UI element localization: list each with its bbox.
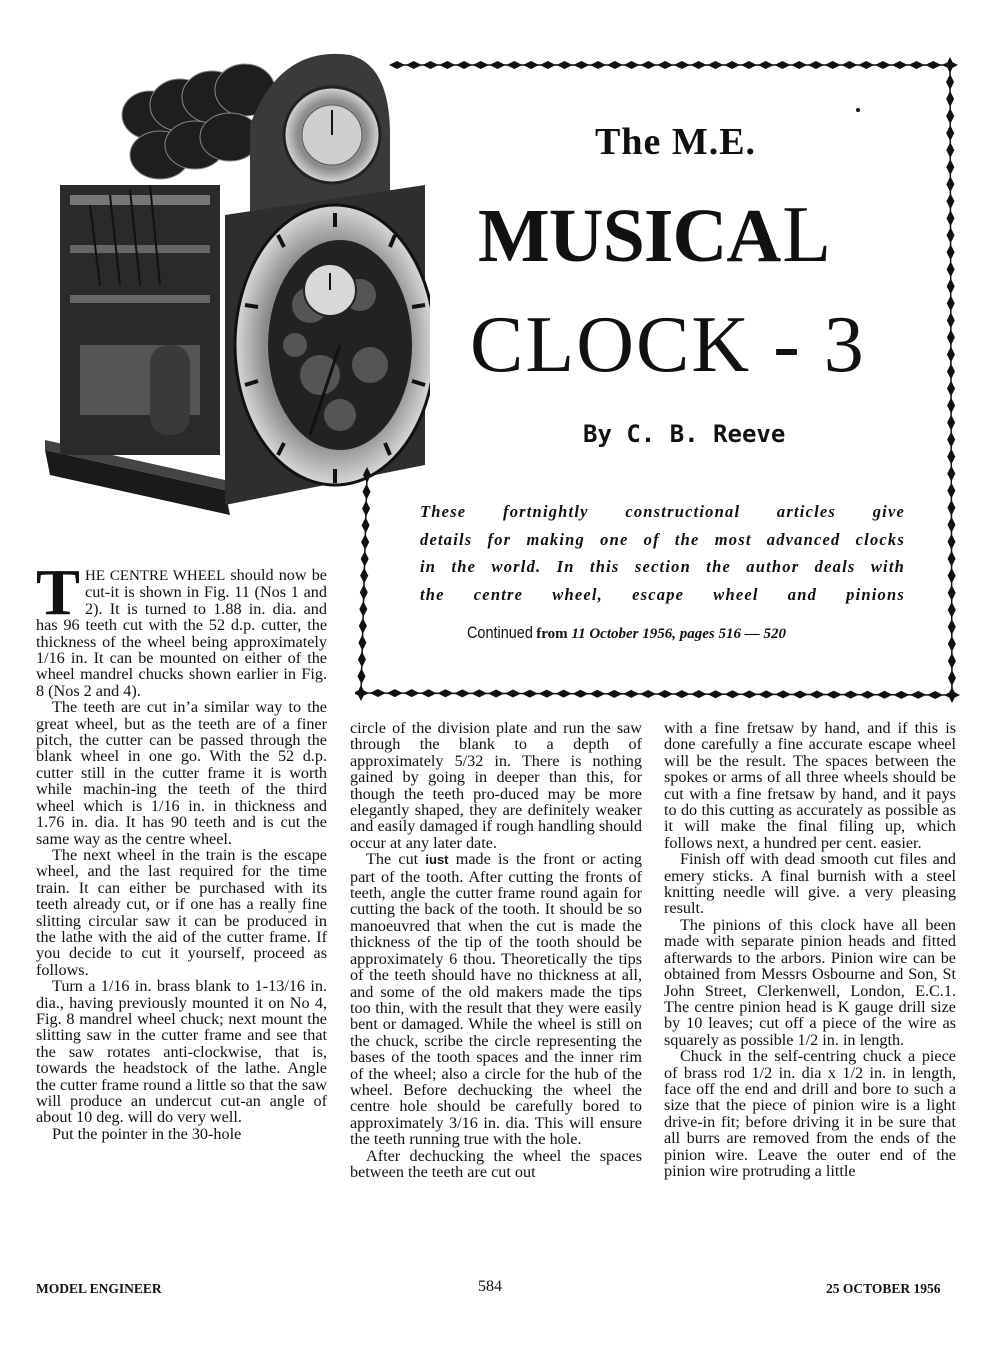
paragraph: Put the pointer in the 30-hole xyxy=(52,1124,242,1143)
intro-line: details for making one of the most advanced clocks xyxy=(420,529,905,549)
paragraph: After dechucking the wheel the spaces between the teeth are cut out xyxy=(350,1146,642,1181)
page-number: 584 xyxy=(478,1278,502,1295)
lead-in: HE CENTRE WHEEL xyxy=(85,568,226,584)
article-column-1 xyxy=(36,556,327,1143)
paragraph: The pinions of this clock have all been made with separate pinion heads and fitted afterwards to the arbors. Pinion wire can be obtained from Messrs Osbourne and Son, St John Street, Clerkenwell, London, E.C.1. The centre pinion head is K gauge drill size by 10 leaves; cut off a piece of the wire as squarely as possible 1/2 in. in length. xyxy=(664,915,956,1049)
footer-magazine: MODEL ENGINEER xyxy=(36,1281,162,1296)
continued-note xyxy=(467,623,786,643)
intro-line: in the world. In this section the author deals with xyxy=(420,557,905,576)
paragraph-text: made is the front or acting part of the tooth. After cutting the fronts of teeth, angle the cutter frame round again for cutting the back of the tooth. It should be so manoeuvred that when the cut is made the thickness of the tip of the tooth should be approximately 6 thou. Theoretically the tips of the teeth should have no thickness at all, and some of the old makers made the tips too thin, with the result that they were easily bent or damaged. While the wheel is still on the chuck, scribe the circle representing the bases of the tooth spaces and the inner rim of the wheel; also a circle for the hub of the wheel. Before dechucking the wheel the centre hole should be carefully bored to approximately 3/16 in. dia. This will ensure the teeth running true with the hole. xyxy=(350,850,642,1149)
continued-from: from xyxy=(536,626,568,642)
paragraph xyxy=(350,851,642,1147)
article-column-3 xyxy=(664,720,956,1179)
paragraph: The next wheel in the train is the escape wheel, and the last required for the time train. It can either be purchased with its teeth already cut, or if one has a really fine slitting circular saw it can be produced in the lathe with the aid of the cutter frame. If you decide to cut it yourself, proceed as follows. xyxy=(36,845,327,979)
title-musica: MUSICA xyxy=(478,194,781,278)
paragraph: circle of the division plate and run the saw through the blank to a depth of approximately 5/32 in. There is nothing gained by going in deeper than this, for though the teeth pro-duced may be more elegantly shaped, they are definitely weaker and easily damaged if rough handling should occur at any later date. xyxy=(350,719,642,852)
paragraph xyxy=(36,556,327,700)
paragraph: Turn a 1/16 in. brass blank to 1-13/16 in. dia., having previously mounted it on No 4, Fig. 8 mandrel wheel chuck; next mount the slitting saw in the cutter frame and see that the saw rotates anti-clockwise, that is, towards the headstock of the lathe. Angle the cutter frame round a little so that the saw will produce an undercut cut-an angle of about 10 deg. will do very well. xyxy=(36,977,327,1127)
paragraph: Finish off with dead smooth cut files and emery sticks. A final burnish with a steel knitting needle will give. a very pleasing result. xyxy=(664,850,956,918)
intro-line: These fortnightly constructional articles give xyxy=(420,502,905,521)
byline: By C. B. Reeve xyxy=(583,420,786,448)
border-line xyxy=(950,65,952,695)
title-musica-l: L xyxy=(782,191,831,279)
continued-word: Continued xyxy=(467,623,533,642)
continued-reference: 11 October 1956, pages 516 — 520 xyxy=(571,626,786,642)
footer-date: 25 OCTOBER 1956 xyxy=(826,1281,941,1296)
misprint-word: iust xyxy=(425,852,449,868)
paragraph: Chuck in the self-centring chuck a piece of brass rod 1/2 in. dia x 1/2 in. in length, face off the end and drill and bore to such a size that the piece of pinion wire is a light drive-in fit; before driving it in be sure that all burrs are removed from the ends of the pinion wire. Leave the outer end of the pinion wire protruding a little xyxy=(664,1047,956,1180)
title-the-me: The M.E. xyxy=(595,121,757,163)
print-speck xyxy=(856,108,860,112)
intro-line: the centre wheel, escape wheel and pinions xyxy=(420,584,905,604)
paragraph-text: should now be cut-it is shown in Fig. 11 (Nos 1 and 2). It is turned to 1.88 in. dia. and has 96 teeth cut with the 52 d.p. cutter, the thickness of the wheel being approximately 1/16 in. It can be mounted on either of the wheel mandrel chucks shown earlier in Fig. 8 (Nos 2 and 4). xyxy=(36,566,327,700)
title-clock: CLOCK - 3 xyxy=(470,301,866,389)
drop-cap: T xyxy=(36,556,81,629)
article-column-2 xyxy=(350,720,642,1180)
paragraph: with a fine fretsaw by hand, and if this is done carefully a fine accurate escape wheel will be the result. The spaces between the spokes or arms of all three wheels should be cut with a fine fretsaw by hand, and it pays to do this cutting as accurately as possible as it will make the final filing up, which follows next, a hundred per cent. easier. xyxy=(664,719,956,852)
intro-text xyxy=(420,498,905,608)
paragraph: The teeth are cut in’a similar way to the great wheel, but as the teeth are of a finer pitch, the cutter can be passed through the blank wheel in one go. With the 52 d.p. cutter still in the cutter frame it is worth while machin-ing the teeth of the third wheel which is 1/16 in. in thickness and 1.76 in. dia. It has 90 teeth and is cut the same way as the centre wheel. xyxy=(36,698,327,848)
title-musical xyxy=(478,190,830,281)
paragraph-text: The cut xyxy=(366,850,426,869)
